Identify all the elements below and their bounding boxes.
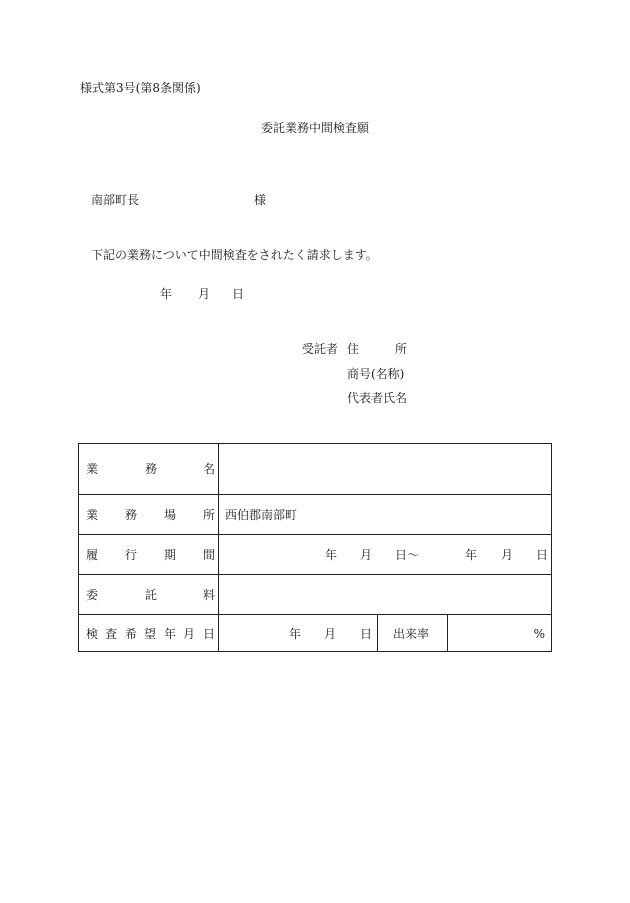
- progress-rate-label: 出来率: [393, 626, 430, 641]
- desired-inspection-date-label: [79, 615, 219, 652]
- task-name-label-char: 務: [145, 462, 158, 476]
- task-location-label-char: 業: [86, 507, 99, 522]
- date-month-label: 月: [198, 287, 211, 301]
- desired-date-label-char: 希: [125, 626, 138, 641]
- document-title: 委託業務中間検査願: [260, 121, 369, 135]
- desired-date-label-char: 日: [203, 626, 216, 641]
- contract-fee-label: [79, 575, 219, 614]
- contractor-trade-name-label: 商号(名称): [347, 367, 405, 381]
- form-number: 様式第3号(第8条関係): [80, 81, 201, 95]
- performance-period-label: [79, 535, 219, 574]
- contract-fee-label-char: 委: [86, 587, 99, 602]
- desired-date-label-char: 査: [105, 626, 118, 641]
- contractor-label: 受託者: [302, 342, 339, 356]
- task-name-field[interactable]: [219, 444, 551, 494]
- table-row-desired-inspection-date: [79, 614, 551, 652]
- desired-year-label: 年: [289, 626, 302, 641]
- task-location-label-char: 務: [125, 507, 138, 522]
- desired-month-label: 月: [324, 626, 337, 641]
- performance-period-label-char: 履: [86, 547, 99, 562]
- date-day-label: 日: [232, 287, 245, 301]
- addressee-honorific: 様: [254, 193, 267, 207]
- task-name-label-char: 名: [203, 462, 216, 476]
- desired-date-label-char: 月: [183, 626, 196, 641]
- request-text: 下記の業務について中間検査をされたく請求します。: [91, 248, 378, 262]
- contractor-representative-label: 代表者氏名: [347, 391, 408, 405]
- task-location-label: [79, 495, 219, 534]
- task-name-label: [79, 444, 219, 494]
- progress-rate-label-cell: [378, 615, 448, 652]
- period-start-day-label: 日〜: [395, 547, 420, 562]
- performance-period-label-char: 期: [164, 547, 177, 562]
- desired-day-label: 日: [360, 626, 373, 641]
- desired-date-label-char: 検: [86, 626, 99, 641]
- table-row-task-name: [79, 444, 551, 494]
- table-row-performance-period: [79, 534, 551, 574]
- contractor-address-label: 住 所: [347, 342, 408, 356]
- period-end-month-label: 月: [501, 547, 514, 562]
- desired-date-label-char: 年: [164, 626, 177, 641]
- table-row-contract-fee: [79, 574, 551, 614]
- performance-period-label-char: 間: [203, 547, 216, 562]
- progress-rate-field[interactable]: [448, 615, 551, 652]
- performance-period-field[interactable]: [219, 535, 551, 574]
- addressee-name: 南部町長: [91, 193, 140, 207]
- task-name-label-char: 業: [86, 462, 99, 476]
- progress-rate-unit: %: [533, 626, 545, 641]
- period-start-month-label: 月: [360, 547, 373, 562]
- contract-fee-label-char: 託: [145, 587, 158, 602]
- contract-fee-label-char: 料: [203, 587, 216, 602]
- table-row-task-location: [79, 494, 551, 534]
- task-location-field[interactable]: [219, 495, 551, 534]
- task-location-value: 西伯郡南部町: [225, 507, 298, 522]
- task-location-label-char: 所: [203, 507, 216, 522]
- desired-date-label-char: 望: [144, 626, 157, 641]
- period-start-year-label: 年: [325, 547, 338, 562]
- performance-period-label-char: 行: [125, 547, 138, 562]
- date-year-label: 年: [160, 287, 173, 301]
- task-location-label-char: 場: [164, 507, 177, 522]
- period-end-day-label: 日: [536, 547, 549, 562]
- inspection-form-table: [78, 443, 552, 652]
- period-end-year-label: 年: [465, 547, 478, 562]
- contract-fee-field[interactable]: [219, 575, 551, 614]
